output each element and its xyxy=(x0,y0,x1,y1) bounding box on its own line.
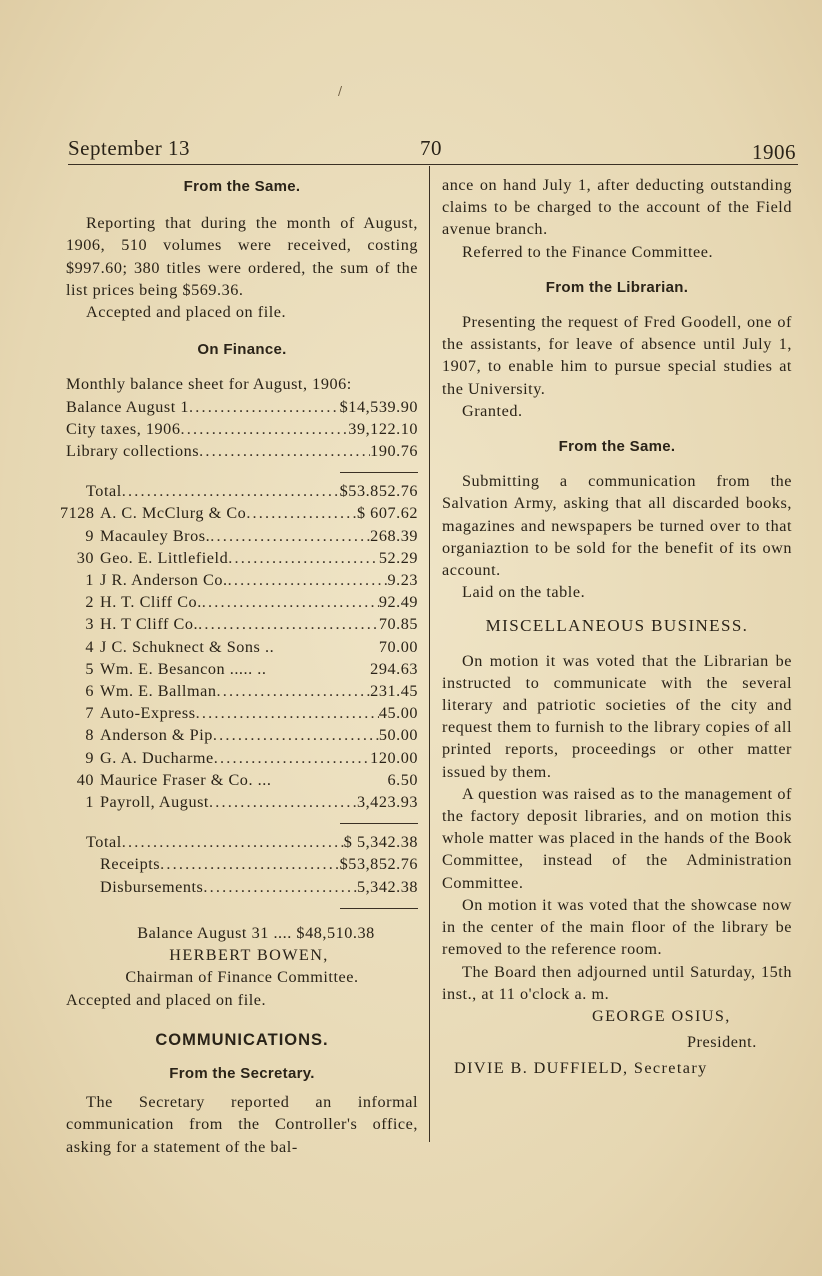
paragraph-granted: Granted. xyxy=(462,401,523,420)
paragraph-motion-1: On motion it was voted that the Librarian be instructed to communicate with the several literary and patriotic societies of the city and request them to furnish to the library copies of all printed reports, proceedings or other matter issued by them. xyxy=(442,651,792,781)
total-row: Total ..... $ 5,342.38 xyxy=(66,831,418,853)
heading-miscellaneous-business: MISCELLANEOUS BUSINESS. xyxy=(485,616,749,636)
paragraph-secretary: The Secretary reported an informal communication from the Controller's office, asking for a statement of the bal- xyxy=(66,1093,418,1156)
header-year: 1906 xyxy=(752,140,796,164)
pencil-mark: / xyxy=(338,84,343,98)
expense-row: 9 Macauley Bros. ..... 268.39 xyxy=(60,525,418,547)
paragraph-motion-3: On motion it was voted that the showcase now in the center of the main floor of the library be removed to the reference room. xyxy=(442,895,792,959)
header-rule xyxy=(68,164,798,165)
expense-row: 2 H. T. Cliff Co. ..... 92.49 xyxy=(60,591,418,613)
heading-from-the-same: From the Same. xyxy=(183,178,301,195)
paragraph-reporting: Reporting that during the month of August, 1906, 510 volumes were received, costing $997.60; 380 titles were ordered, the sum of the list prices being $569.36. xyxy=(66,214,418,299)
expense-row: 7 Auto-Express ..... 45.00 xyxy=(60,702,418,724)
paragraph-adjourned: The Board then adjourned until Saturday, 15th inst., at 11 o'clock a. m. xyxy=(442,962,792,1003)
expense-row: 3 H. T Cliff Co. ..... 70.85 xyxy=(60,613,418,635)
page-header xyxy=(68,136,796,172)
heading-on-finance: On Finance. xyxy=(197,341,287,359)
expense-row: 6 Wm. E. Ballman ..... 231.45 xyxy=(60,680,418,702)
sum-rule xyxy=(66,468,418,478)
disbursements-row: Disbursements ..... 5,342.38 xyxy=(66,876,418,898)
expenses-list xyxy=(60,502,418,813)
heading-from-the-librarian: From the Librarian. xyxy=(545,278,689,296)
expense-row: 30 Geo. E. Littlefield ..... 52.29 xyxy=(60,547,418,569)
balance-august-31: Balance August 31 .... $48,510.38 xyxy=(137,923,375,942)
president-name: GEORGE OSIUS, xyxy=(592,1006,731,1025)
total-row: Total ..... $53.852.76 xyxy=(66,480,418,502)
expense-row: 9 G. A. Ducharme ..... 120.00 xyxy=(60,747,418,769)
receipts-row: Receipts ..... $53,852.76 xyxy=(66,853,418,875)
balance-row: Balance August 1 ..... $14,539.90 xyxy=(66,396,418,418)
sum-rule xyxy=(66,904,418,914)
balance-row: City taxes, 1906 ..... 39,122.10 xyxy=(66,418,418,440)
expense-row: 8 Anderson & Pip ..... 50.00 xyxy=(60,724,418,746)
header-date: September 13 xyxy=(68,136,191,160)
column-divider xyxy=(429,166,430,1142)
president-title: President. xyxy=(687,1033,757,1052)
left-column xyxy=(60,174,418,1158)
balance-row: Library collections ..... 190.76 xyxy=(66,440,418,462)
expense-row: 7128 A. C. McClurg & Co ..... $ 607.62 xyxy=(60,502,418,524)
expense-row: 1 J R. Anderson Co. ..... 9.23 xyxy=(60,569,418,591)
heading-from-the-secretary: From the Secretary. xyxy=(169,1064,315,1082)
paragraph-laid: Laid on the table. xyxy=(462,583,586,602)
expense-row: 4 J C. Schuknect & Sons .. 70.00 xyxy=(85,637,418,656)
paragraph-continuation: ance on hand July 1, after deducting outstanding claims to be charged to the account of the Field avenue branch. xyxy=(442,176,792,239)
paragraph-referred: Referred to the Finance Committee. xyxy=(462,242,714,261)
expense-row: 5 Wm. E. Besancon ..... .. 294.63 xyxy=(85,659,418,678)
page-number: 70 xyxy=(420,136,442,160)
expense-row: 1 Payroll, August ..... 3,423.93 xyxy=(60,791,418,813)
balance-sheet-title: Monthly balance sheet for August, 1906: xyxy=(66,375,352,394)
expense-row: 40 Maurice Fraser & Co. ... 6.50 xyxy=(76,770,418,789)
paragraph-salvation-army: Submitting a communication from the Salvation Army, asking that all discarded books, magazines and newspapers be turned over to that organiaztion to be sold for the benefit of its own account. xyxy=(442,472,792,580)
paragraph-librarian: Presenting the request of Fred Goodell, one of the assistants, for leave of absence until July 1, 1907, to enable him to pursue special studies at the University. xyxy=(442,313,792,398)
chairman-name: HERBERT BOWEN, xyxy=(169,946,329,965)
chairman-title: Chairman of Finance Committee. xyxy=(125,968,359,987)
paragraph-accepted-2: Accepted and placed on file. xyxy=(66,990,267,1009)
secretary-signature: DIVIE B. DUFFIELD, Secretary xyxy=(454,1059,708,1078)
sum-rule xyxy=(66,819,418,829)
heading-communications: COMMUNICATIONS. xyxy=(155,1030,329,1049)
right-column xyxy=(442,174,792,1080)
paragraph-motion-2: A question was raised as to the management of the factory deposit libraries, and on motion this whole matter was placed in the hands of the Book Committee, instead of the Administration Committee. xyxy=(442,784,792,892)
paragraph-accepted: Accepted and placed on file. xyxy=(86,303,287,322)
heading-from-the-same-2: From the Same. xyxy=(558,438,676,456)
